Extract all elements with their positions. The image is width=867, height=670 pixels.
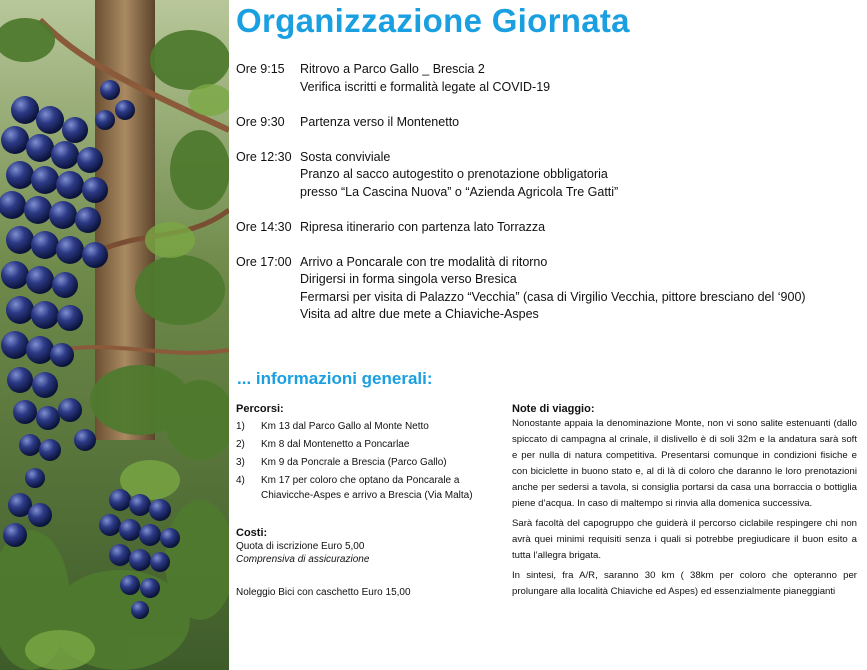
schedule-line: Visita ad altre due mete a Chiaviche-Aspes bbox=[300, 307, 539, 321]
registration-fee: Quota di iscrizione Euro 5,00 bbox=[236, 541, 365, 552]
schedule-time: Ore 9:15 bbox=[236, 62, 285, 76]
route-text: Km 9 da Poncrale a Brescia (Parco Gallo) bbox=[261, 457, 447, 468]
insurance-note: Comprensiva di assicurazione bbox=[236, 554, 370, 565]
route-number: 1) bbox=[236, 421, 245, 432]
schedule-time: Ore 9:30 bbox=[236, 114, 285, 129]
schedule-item bbox=[236, 114, 856, 132]
route-item bbox=[236, 455, 498, 470]
routes-title: Percorsi: bbox=[236, 403, 284, 415]
routes-and-costs bbox=[236, 402, 498, 599]
schedule-time: Ore 14:30 bbox=[236, 219, 292, 234]
schedule-item bbox=[236, 219, 856, 237]
costs bbox=[236, 527, 498, 566]
vineyard-grapes-photo bbox=[0, 0, 229, 670]
travel-notes bbox=[512, 402, 857, 604]
schedule-item bbox=[236, 149, 856, 202]
schedule-line: presso “La Cascina Nuova” o “Azienda Agricola Tre Gatti” bbox=[300, 184, 619, 199]
route-text: Km 8 dal Montenetto a Poncarlae bbox=[261, 439, 410, 450]
notes-paragraph: Nonostante appaia la denominazione Monte, non vi sono salite estenuanti (dallo spiccato di campagna al crinale, il dislivello è di soli 32m e la andatura sarà soft e per nulla di natura competitiva. Presentarsi comunque in condizioni fisiche e con biciclette in buono stato e, al di là di coloro che daranno le loro prenotazioni anche per sedersi a tavola, si consiglia portarsi da casa una borraccia o bottiglia piene d’acqua. In caso di maltempo si rinvia alla domenica successiva. bbox=[512, 418, 857, 509]
notes-title: Note di viaggio: bbox=[512, 403, 595, 415]
schedule-line: Arrivo a Poncarale con tre modalità di ritorno bbox=[300, 254, 548, 269]
page-title: Organizzazione Giornata bbox=[236, 2, 630, 39]
schedule-time: Ore 12:30 bbox=[236, 149, 292, 164]
schedule-line: Sosta conviviale bbox=[300, 149, 391, 164]
notes-paragraph: Sarà facoltà del capogruppo che guiderà il percorso ciclabile respingere chi non avrà quei minimi requisiti senza i quali si potrebbe pregiudicare il buon esito a tutta l’allegra brigata. bbox=[512, 518, 857, 561]
costs-title: Costi: bbox=[236, 527, 268, 539]
route-item bbox=[236, 437, 498, 452]
schedule-item bbox=[236, 254, 856, 324]
schedule bbox=[236, 61, 856, 341]
schedule-line: Dirigersi in forma singola verso Bresica bbox=[300, 272, 517, 286]
schedule-item bbox=[236, 61, 856, 96]
schedule-line: Ritrovo a Parco Gallo _ Brescia 2 bbox=[300, 62, 485, 76]
bike-rental: Noleggio Bici con caschetto Euro 15,00 bbox=[236, 587, 411, 598]
route-item bbox=[236, 473, 498, 503]
schedule-line: Partenza verso il Montenetto bbox=[300, 114, 460, 129]
schedule-line: Ripresa itinerario con partenza lato Torrazza bbox=[300, 219, 546, 234]
notes-paragraph: In sintesi, fra A/R, saranno 30 km ( 38km per coloro che opteranno per prolungare alla località Chiaviche ed Aspes) ed essenzialmente pianeggianti bbox=[512, 570, 857, 597]
schedule-line: Verifica iscritti e formalità legate al COVID-19 bbox=[300, 79, 551, 94]
route-number: 4) bbox=[236, 475, 245, 486]
route-number: 2) bbox=[236, 439, 245, 450]
schedule-line: Pranzo al sacco autogestito o prenotazione obbligatoria bbox=[300, 167, 608, 181]
info-heading: ... informazioni generali: bbox=[237, 369, 433, 388]
route-item bbox=[236, 419, 498, 434]
schedule-time: Ore 17:00 bbox=[236, 254, 292, 269]
route-text: Km 13 dal Parco Gallo al Monte Netto bbox=[261, 421, 429, 432]
schedule-line: Fermarsi per visita di Palazzo “Vecchia” (casa di Virgilio Vecchia, pittore bresciano del ‘900) bbox=[300, 289, 806, 304]
route-number: 3) bbox=[236, 457, 245, 468]
route-text: Km 17 per coloro che optano da Poncarale a Chiavicche-Aspes e arrivo a Brescia (Via Malta) bbox=[261, 475, 473, 501]
